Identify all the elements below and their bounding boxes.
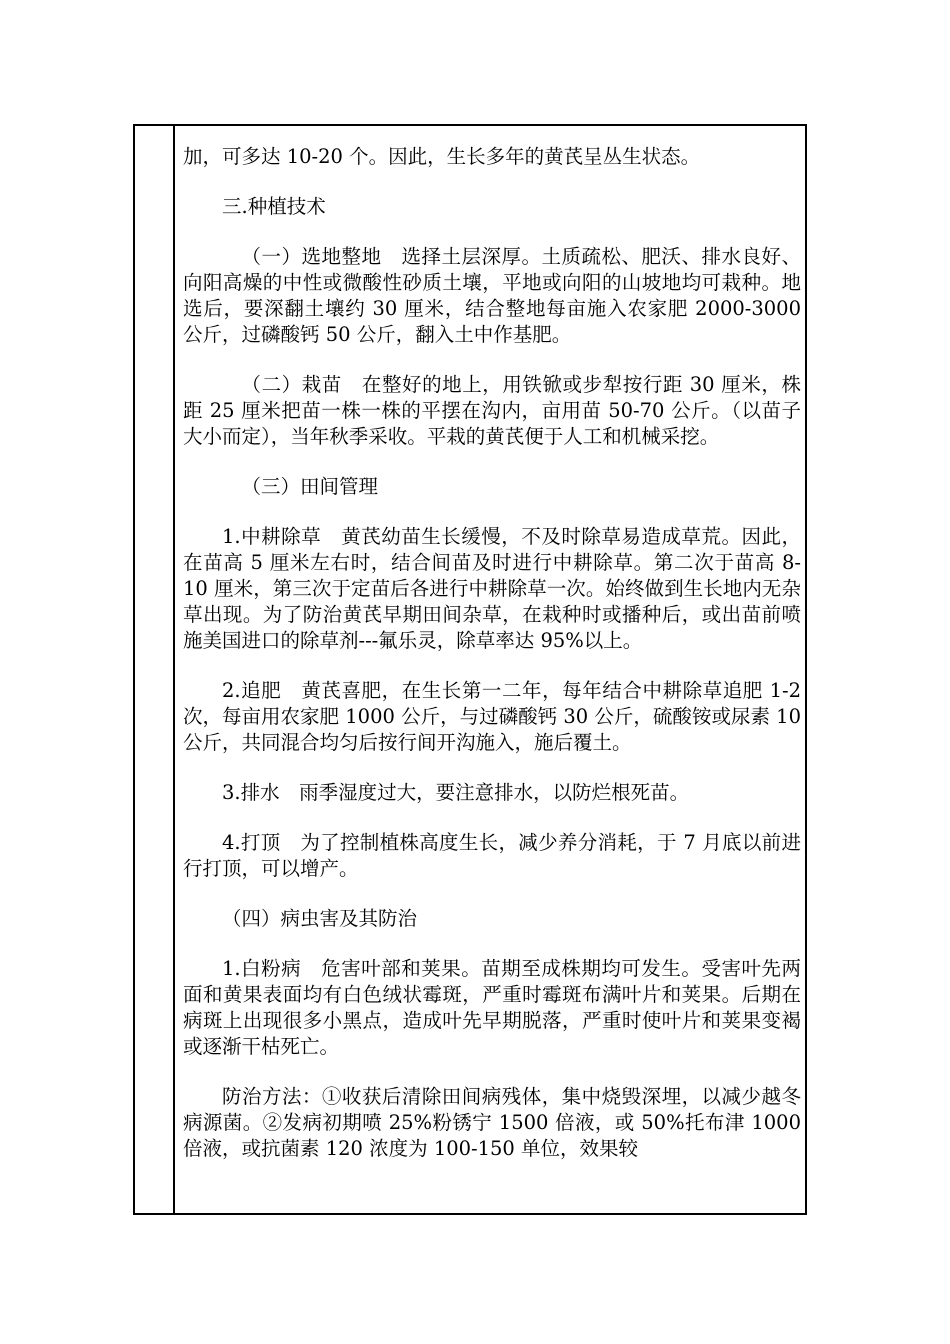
paragraph-site-prep: （一）选地整地 选择土层深厚。土质疏松、肥沃、排水良好、向阳高燥的中性或微酸性砂质土壤，平地或向阳的山坡地均可栽种。地选后，要深翻土壤约 30 厘米，结合整地每亩施入农家肥 2000-3000 公斤，过磷酸钙 50 公斤，翻入土中作基肥。	[183, 245, 801, 346]
column-divider	[173, 126, 175, 1213]
paragraph-powdery-mildew: 1.白粉病 危害叶部和荚果。苗期至成株期均可发生。受害叶先两面和黄果表面均有白色绒状霉斑，严重时霉斑布满叶片和荚果。后期在病斑上出现很多小黑点，造成叶先早期脱落，严重时使叶片和荚果变褐或逐渐干枯死亡。	[183, 957, 801, 1058]
section-heading-planting: 三.种植技术	[222, 195, 326, 218]
subheading-pest-control: （四）病虫害及其防治	[222, 907, 418, 930]
document-table	[133, 124, 807, 1215]
paragraph-fertilizing: 2.追肥 黄芪喜肥，在生长第一二年，每年结合中耕除草追肥 1-2 次，每亩用农家肥 1000 公斤，与过磷酸钙 30 公斤，硫酸铵或尿素 10 公斤，共同混合均匀后按行间开沟施入，施后覆土。	[183, 679, 801, 754]
cell-content	[183, 144, 801, 1162]
paragraph-drainage: 3.排水 雨季湿度过大，要注意排水，以防烂根死苗。	[222, 781, 690, 804]
paragraph-weeding: 1.中耕除草 黄芪幼苗生长缓慢，不及时除草易造成草荒。因此，在苗高 5 厘米左右时，结合间苗及时进行中耕除草。第二次于苗高 8-10 厘米，第三次于定苗后各进行中耕除草一次。始终做到生长地内无杂草出现。为了防治黄芪早期田间杂草，在栽种时或播种后，或出苗前喷施美国进口的除草剂---氟乐灵，除草率达 95%以上。	[183, 525, 801, 652]
paragraph-seedling: （二）栽苗 在整好的地上，用铁锨或步犁按行距 30 厘米，株距 25 厘米把苗一株一株的平摆在沟内，亩用苗 50-70 公斤。（以苗子大小而定），当年秋季采收。平栽的黄芪便于人工和机械采挖。	[183, 373, 801, 448]
paragraph-topping: 4.打顶 为了控制植株高度生长，减少养分消耗，于 7 月底以前进行打顶，可以增产。	[183, 831, 801, 880]
subheading-field-management: （三）田间管理	[241, 475, 379, 498]
paragraph-continuation: 加，可多达 10-20 个。因此，生长多年的黄芪呈丛生状态。	[183, 145, 701, 168]
paragraph-control-methods: 防治方法：①收获后清除田间病残体，集中烧毁深埋，以减少越冬病源菌。②发病初期喷 25%粉锈宁 1500 倍液，或 50%托布津 1000 倍液，或抗菌素 120 浓度为 100-150 单位，效果较	[183, 1085, 801, 1160]
